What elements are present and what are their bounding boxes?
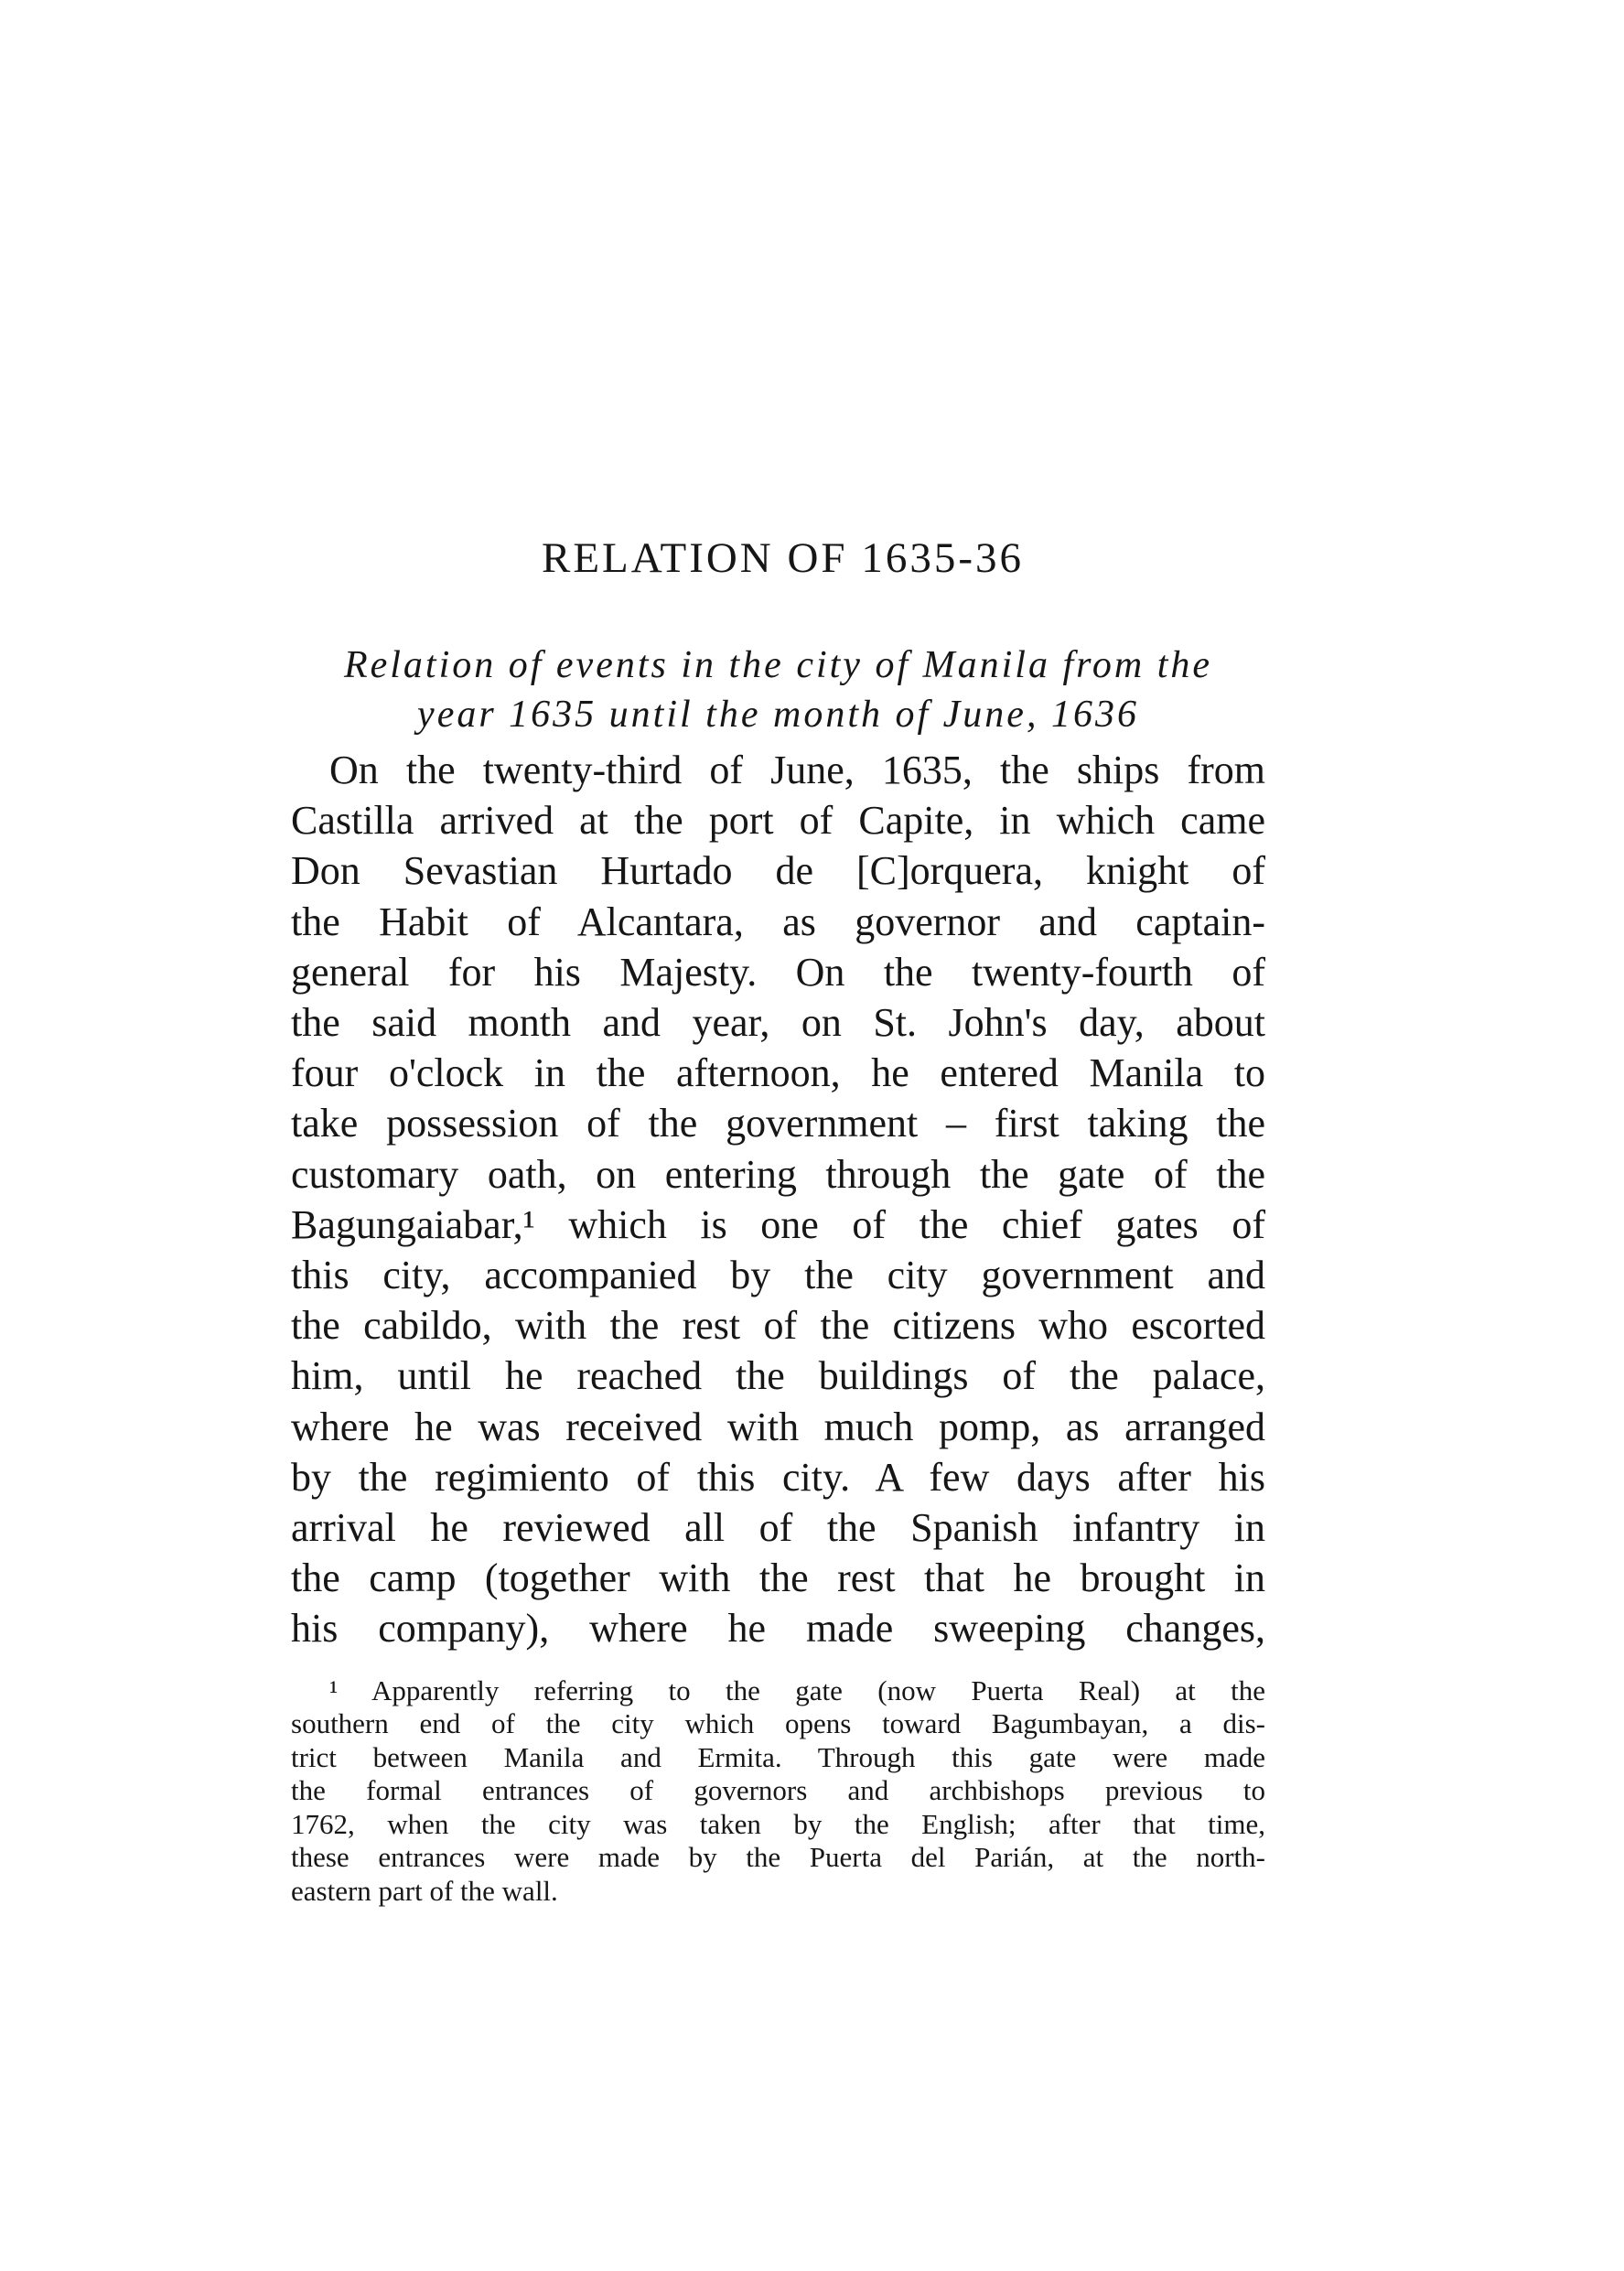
footnote-line: southern end of the city which opens toward Bagumbayan, a dis- xyxy=(291,1707,1265,1740)
footnote-line: these entrances were made by the Puerta del Parián, at the north- xyxy=(291,1841,1265,1874)
body-line: the said month and year, on St. John's day, about xyxy=(291,1000,1265,1046)
body-line: the cabildo, with the rest of the citizens who escorted xyxy=(291,1303,1265,1349)
body-line: where he was received with much pomp, as arranged xyxy=(291,1404,1265,1449)
section-subtitle xyxy=(291,640,1265,739)
body-line: four o'clock in the afternoon, he entered Manila to xyxy=(291,1050,1265,1096)
body-line: the Habit of Alcantara, as governor and captain- xyxy=(291,899,1265,944)
body-line: take possession of the government – first taking the xyxy=(291,1101,1265,1146)
chapter-title: RELATION OF 1635-36 xyxy=(542,534,1024,582)
body-line: this city, accompanied by the city government and xyxy=(291,1253,1265,1298)
footnote-line: 1762, when the city was taken by the English; after that time, xyxy=(291,1807,1265,1840)
body-paragraph xyxy=(291,745,1265,1654)
body-line: general for his Majesty. On the twenty-fourth of xyxy=(291,949,1265,995)
text-column xyxy=(291,531,1265,1908)
footnote-line: ¹ Apparently referring to the gate (now Puerta Real) at the xyxy=(329,1674,1265,1706)
body-line: On the twenty-third of June, 1635, the ships from xyxy=(329,748,1265,792)
footnote xyxy=(291,1674,1265,1909)
body-line: his company), where he made sweeping changes, xyxy=(291,1606,1265,1652)
body-line: by the regimiento of this city. A few days after his xyxy=(291,1454,1265,1500)
footnote-line: eastern part of the wall. xyxy=(291,1874,558,1907)
subtitle-line: year 1635 until the month of June, 1636 xyxy=(417,694,1139,736)
body-line: him, until he reached the buildings of the palace, xyxy=(291,1353,1265,1399)
subtitle-line: Relation of events in the city of Manila from the xyxy=(343,644,1213,686)
body-line: Castilla arrived at the port of Capite, in which came xyxy=(291,798,1265,844)
body-line: Don Sevastian Hurtado de [C]orquera, knight of xyxy=(291,848,1265,894)
body-line: arrival he reviewed all of the Spanish infantry in xyxy=(291,1505,1265,1551)
footnote-line: trict between Manila and Ermita. Through this gate were made xyxy=(291,1740,1265,1773)
body-line: Bagungaiabar,¹ which is one of the chief gates of xyxy=(291,1201,1265,1247)
body-line: the camp (together with the rest that he brought in xyxy=(291,1555,1265,1601)
body-line: customary oath, on entering through the gate of the xyxy=(291,1151,1265,1197)
footnote-line: the formal entrances of governors and archbishops previous to xyxy=(291,1774,1265,1807)
